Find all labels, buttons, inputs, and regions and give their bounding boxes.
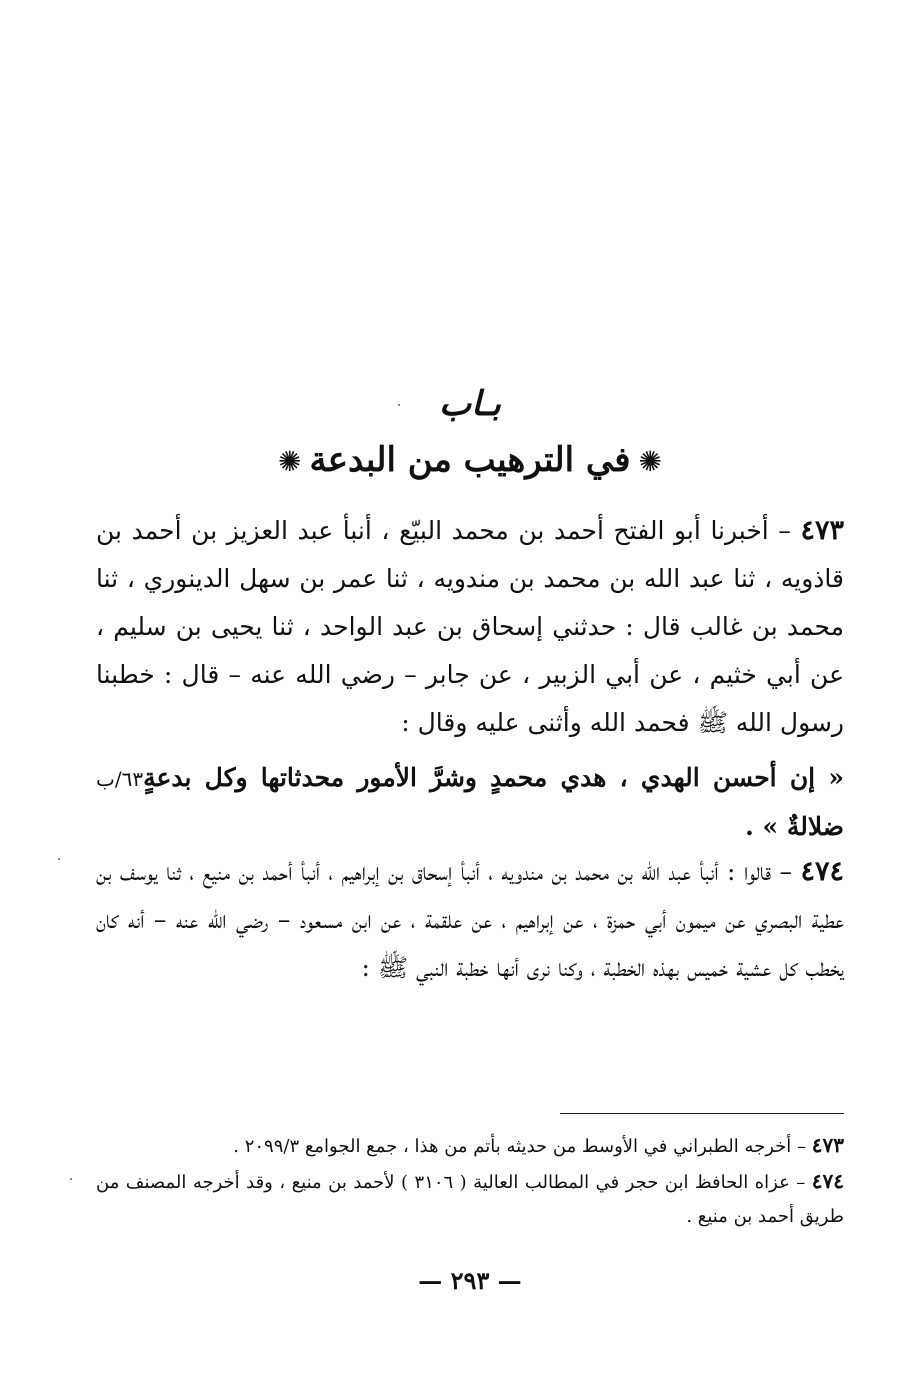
- manuscript-folio-marker: ٦٣/ب: [96, 767, 144, 791]
- scan-speck: [58, 858, 60, 860]
- footnote-text: أخرجه الطبراني في الأوسط من حديثه بأتم من هذا ، جمع الجوامع ٢٠٩٩/٣ .: [233, 1136, 792, 1157]
- scan-speck: [70, 1178, 72, 1180]
- hadith-number: ٤٧٣: [800, 515, 844, 546]
- quote-text: إن أحسن الهدي ، هدي محمدٍ وشرَّ الأمور محدثاتها وكل بدعةٍ: [143, 763, 816, 792]
- footnote-dash: –: [796, 1172, 806, 1193]
- hadith-paragraph: [96, 507, 844, 747]
- footnote: [96, 1164, 844, 1234]
- quote-text-end: ضلالةٌ: [786, 812, 844, 841]
- hadith-dash: –: [778, 516, 791, 545]
- ornament-star-icon: ✺: [278, 445, 302, 478]
- hadith-quote: [96, 754, 844, 851]
- quote-open-mark: «: [828, 763, 844, 792]
- scan-speck: [398, 404, 400, 406]
- footnote-number: ٤٧٣: [811, 1133, 844, 1157]
- chapter-title: [96, 440, 844, 480]
- chapter-heading-word: بـاب: [439, 384, 501, 424]
- hadith-paragraph: [96, 848, 844, 992]
- footnote-dash: –: [797, 1136, 807, 1157]
- quote-close-mark: » .: [745, 812, 779, 841]
- footnote: [96, 1128, 844, 1164]
- hadith-text: أخبرنا أبو الفتح أحمد بن محمد البيّع ، أنبأ عبد العزيز بن أحمد بن قاذويه ، ثنا عبد الله بن محمد بن مندويه ، ثنا عمر بن سهل الدينوري ، ثنا محمد بن غالب قال : حدثني إسحاق بن عبد الواحد ، ثنا يحيى بن سليم ، عن أبي خثيم ، عن أبي الزبير ، عن جابر – رضي الله عنه – قال : خطبنا رسول الله ﷺ فحمد الله وأثنى عليه وقال :: [96, 516, 844, 737]
- hadith-dash: –: [779, 857, 793, 886]
- footnote-separator: [560, 1113, 844, 1114]
- footnotes: [96, 1128, 844, 1234]
- footnote-number: ٤٧٤: [811, 1169, 844, 1193]
- footnote-text: عزاه الحافظ ابن حجر في المطالب العالية ( ٣١٠٦ ) لأحمد بن منيع ، وقد أخرجه المصنف من طريق أحمد بن منيع .: [96, 1172, 844, 1227]
- hadith-text: قالوا : أنبأ عبد الله بن محمد بن مندويه ، أنبأ إسحاق بن إبراهيم ، أنبأ أحمد بن منيع ، ثنا يوسف بن عطية البصري عن ميمون أبي حمزة ، عن إبراهيم ، عن علقمة ، عن ابن مسعود – رضي الله عنه – أنه كان يخطب كل عشية خميس بهذه الخطبة ، وكنا نرى أنها خطبة النبي ﷺ :: [96, 857, 844, 982]
- page-number: — ٢٩٣ —: [418, 1266, 522, 1295]
- hadith-number: ٤٧٤: [800, 856, 844, 887]
- ornament-star-icon: ✺: [638, 445, 662, 478]
- chapter-title-text: في الترهيب من البدعة: [309, 440, 631, 480]
